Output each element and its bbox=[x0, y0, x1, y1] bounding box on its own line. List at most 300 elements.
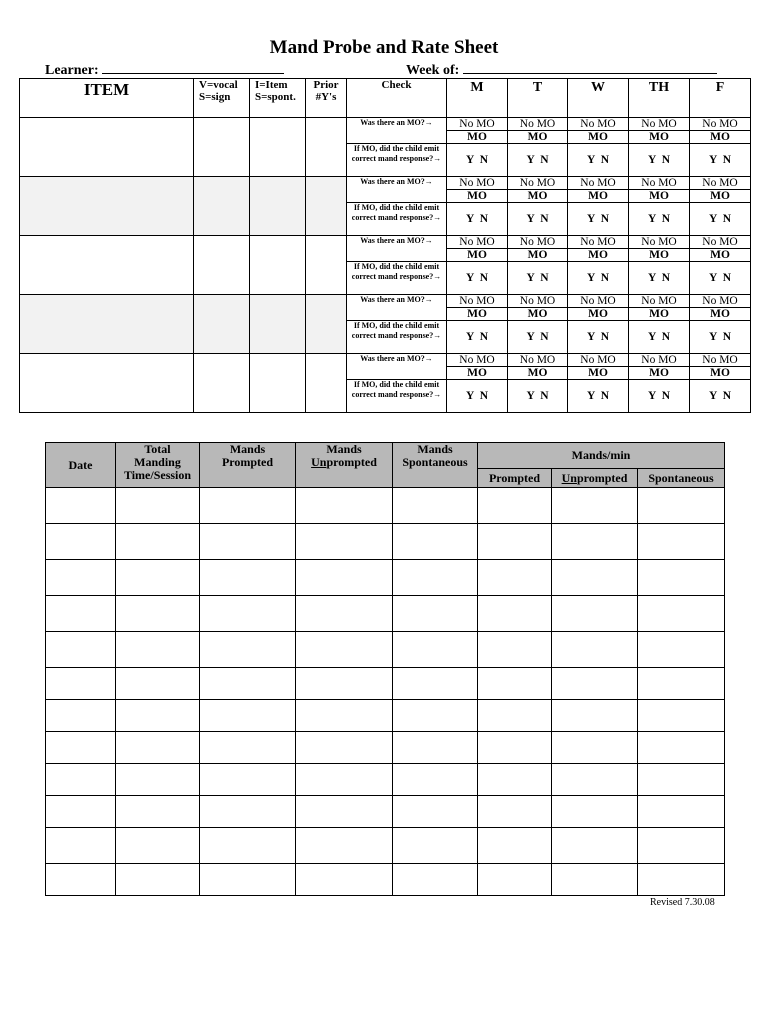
no-option[interactable]: N bbox=[540, 390, 549, 402]
rate-data-row bbox=[46, 668, 725, 700]
yes-option[interactable]: Y bbox=[526, 390, 535, 402]
prompted-cell[interactable] bbox=[200, 632, 296, 668]
prior-ys-cell[interactable] bbox=[306, 354, 347, 413]
yes-no-cell bbox=[508, 144, 568, 177]
col-item-header: ITEM bbox=[20, 79, 194, 118]
no-option[interactable]: N bbox=[600, 154, 610, 166]
no-mo-option[interactable]: No MO bbox=[690, 354, 751, 367]
total-time-cell[interactable] bbox=[116, 864, 200, 896]
no-option[interactable]: N bbox=[722, 390, 732, 402]
date-cell[interactable] bbox=[46, 632, 116, 668]
prior-ys-cell[interactable] bbox=[306, 295, 347, 354]
response-question: If MO, did the child emit correct mand response?→ bbox=[347, 262, 447, 295]
rate-header-row bbox=[46, 443, 725, 469]
col-unprompted-header bbox=[296, 443, 393, 488]
spontaneous-cell[interactable] bbox=[393, 732, 478, 764]
no-option[interactable]: N bbox=[540, 272, 549, 284]
yes-option[interactable]: Y bbox=[526, 154, 535, 166]
no-mo-option[interactable]: No MO bbox=[629, 295, 690, 308]
probe-item-row bbox=[20, 354, 751, 367]
mo-option[interactable]: MO bbox=[568, 308, 629, 321]
unprompted-cell[interactable] bbox=[296, 668, 393, 700]
no-mo-option[interactable]: No MO bbox=[568, 177, 629, 190]
spontaneous-cell[interactable] bbox=[393, 764, 478, 796]
no-option[interactable]: N bbox=[661, 331, 671, 343]
mo-option[interactable]: MO bbox=[690, 249, 751, 262]
vocal-sign-cell[interactable] bbox=[194, 295, 250, 354]
yes-option[interactable]: Y bbox=[708, 331, 717, 343]
item-spont-cell[interactable] bbox=[250, 354, 306, 413]
date-cell[interactable] bbox=[46, 796, 116, 828]
prompted-rate-cell[interactable] bbox=[478, 764, 552, 796]
prompted-rate-cell[interactable] bbox=[478, 488, 552, 524]
day-header-f: F bbox=[690, 79, 751, 118]
prompted-cell[interactable] bbox=[200, 828, 296, 864]
unprompted-rate-cell[interactable] bbox=[552, 488, 638, 524]
spontaneous-rate-cell[interactable] bbox=[638, 700, 725, 732]
vocal-sign-cell[interactable] bbox=[194, 177, 250, 236]
prior-ys-label: #Y's bbox=[315, 91, 337, 103]
yes-option[interactable]: Y bbox=[526, 213, 535, 225]
no-option[interactable]: N bbox=[600, 390, 610, 402]
yes-option[interactable]: Y bbox=[465, 272, 474, 284]
sub-spontaneous-header: Spontaneous bbox=[638, 469, 725, 488]
mo-question: Was there an MO?→ bbox=[347, 236, 447, 262]
yes-option[interactable]: Y bbox=[708, 154, 717, 166]
vocal-sign-cell[interactable] bbox=[194, 236, 250, 295]
no-mo-option[interactable]: No MO bbox=[508, 354, 568, 367]
yes-option[interactable]: Y bbox=[586, 390, 595, 402]
yes-option[interactable]: Y bbox=[465, 331, 474, 343]
yes-option[interactable]: Y bbox=[708, 390, 717, 402]
no-mo-option[interactable]: No MO bbox=[690, 236, 751, 249]
no-mo-option[interactable]: No MO bbox=[629, 354, 690, 367]
no-option[interactable]: N bbox=[722, 331, 732, 343]
mo-option[interactable]: MO bbox=[629, 249, 690, 262]
date-cell[interactable] bbox=[46, 524, 116, 560]
item-spont-cell[interactable] bbox=[250, 295, 306, 354]
yes-no-cell bbox=[568, 262, 629, 295]
spontaneous-cell[interactable] bbox=[393, 596, 478, 632]
mo-option[interactable]: MO bbox=[508, 367, 568, 380]
total-time-cell[interactable] bbox=[116, 764, 200, 796]
unprompted-cell[interactable] bbox=[296, 864, 393, 896]
yes-no-cell bbox=[447, 380, 508, 413]
rate-data-row bbox=[46, 828, 725, 864]
mo-option[interactable]: MO bbox=[447, 308, 508, 321]
prompted-cell[interactable] bbox=[200, 796, 296, 828]
spontaneous-rate-cell[interactable] bbox=[638, 524, 725, 560]
day-header-t: T bbox=[508, 79, 568, 118]
unprompted-rate-cell[interactable] bbox=[552, 668, 638, 700]
yes-no-cell bbox=[568, 380, 629, 413]
mo-option[interactable]: MO bbox=[508, 131, 568, 144]
yes-option[interactable]: Y bbox=[647, 390, 656, 402]
no-mo-option[interactable]: No MO bbox=[508, 236, 568, 249]
yes-no-cell bbox=[568, 144, 629, 177]
mo-question: Was there an MO?→ bbox=[347, 177, 447, 203]
unprompted-cell[interactable] bbox=[296, 596, 393, 632]
rate-data-row bbox=[46, 732, 725, 764]
mo-option[interactable]: MO bbox=[508, 249, 568, 262]
no-mo-option[interactable]: No MO bbox=[629, 236, 690, 249]
total-time-cell[interactable] bbox=[116, 796, 200, 828]
date-cell[interactable] bbox=[46, 668, 116, 700]
yes-option[interactable]: Y bbox=[526, 272, 535, 284]
mo-option[interactable]: MO bbox=[447, 131, 508, 144]
mo-option[interactable]: MO bbox=[629, 190, 690, 203]
no-option[interactable]: N bbox=[722, 213, 732, 225]
yes-option[interactable]: Y bbox=[526, 331, 535, 343]
total-time-cell[interactable] bbox=[116, 732, 200, 764]
no-option[interactable]: N bbox=[722, 154, 732, 166]
unprompted-rate-cell[interactable] bbox=[552, 732, 638, 764]
yes-option[interactable]: Y bbox=[647, 272, 656, 284]
no-mo-option[interactable]: No MO bbox=[568, 295, 629, 308]
no-option[interactable]: N bbox=[540, 154, 549, 166]
col-vocal-sign-header bbox=[194, 79, 250, 118]
prompted-rate-cell[interactable] bbox=[478, 864, 552, 896]
col-spontaneous-header bbox=[393, 443, 478, 488]
date-cell[interactable] bbox=[46, 864, 116, 896]
yes-option[interactable]: Y bbox=[465, 213, 474, 225]
no-option[interactable]: N bbox=[540, 331, 549, 343]
item-cell[interactable] bbox=[20, 118, 194, 177]
mo-option[interactable]: MO bbox=[629, 367, 690, 380]
unprompted-cell[interactable] bbox=[296, 700, 393, 732]
un-prefix: Un bbox=[561, 470, 577, 485]
total-time-cell[interactable] bbox=[116, 668, 200, 700]
no-option[interactable]: N bbox=[479, 213, 489, 225]
sign-label: S=sign bbox=[199, 91, 231, 103]
yes-no-cell bbox=[629, 262, 690, 295]
vocal-sign-cell[interactable] bbox=[194, 354, 250, 413]
rate-data-row bbox=[46, 560, 725, 596]
prompted-cell[interactable] bbox=[200, 524, 296, 560]
col-prior-header bbox=[306, 79, 347, 118]
no-mo-option[interactable]: No MO bbox=[690, 295, 751, 308]
mo-option[interactable]: MO bbox=[447, 367, 508, 380]
spontaneous-cell[interactable] bbox=[393, 700, 478, 732]
manding-label: Manding bbox=[134, 455, 181, 469]
spontaneous-rate-cell[interactable] bbox=[638, 796, 725, 828]
date-cell[interactable] bbox=[46, 732, 116, 764]
prompted-suffix: prompted bbox=[576, 470, 628, 485]
yes-option[interactable]: Y bbox=[586, 154, 595, 166]
unprompted-rate-cell[interactable] bbox=[552, 632, 638, 668]
prior-label: Prior bbox=[313, 79, 339, 91]
prompted-rate-cell[interactable] bbox=[478, 596, 552, 632]
prompted-cell[interactable] bbox=[200, 560, 296, 596]
prompted-suffix: prompted bbox=[326, 455, 377, 469]
spontaneous-rate-cell[interactable] bbox=[638, 828, 725, 864]
yes-no-cell bbox=[508, 321, 568, 354]
week-field[interactable] bbox=[406, 60, 717, 79]
probe-header-row bbox=[20, 79, 751, 118]
prompted-label: Prompted bbox=[221, 455, 274, 469]
spontaneous-rate-cell[interactable] bbox=[638, 632, 725, 668]
mo-option[interactable]: MO bbox=[690, 367, 751, 380]
yes-no-cell bbox=[447, 203, 508, 236]
vocal-sign-cell[interactable] bbox=[194, 118, 250, 177]
week-blank[interactable] bbox=[463, 60, 717, 74]
learner-label: Learner: bbox=[45, 63, 99, 78]
prompted-rate-cell[interactable] bbox=[478, 700, 552, 732]
mo-question: Was there an MO?→ bbox=[347, 295, 447, 321]
unprompted-cell[interactable] bbox=[296, 488, 393, 524]
mand-probe-table bbox=[19, 78, 751, 413]
prompted-rate-cell[interactable] bbox=[478, 524, 552, 560]
yes-option[interactable]: Y bbox=[708, 272, 717, 284]
item-cell[interactable] bbox=[20, 354, 194, 413]
mo-option[interactable]: MO bbox=[690, 308, 751, 321]
mo-option[interactable]: MO bbox=[568, 367, 629, 380]
col-total-header bbox=[116, 443, 200, 488]
no-mo-option[interactable]: No MO bbox=[568, 354, 629, 367]
rate-data-row bbox=[46, 864, 725, 896]
yes-no-cell bbox=[568, 321, 629, 354]
no-option[interactable]: N bbox=[540, 213, 549, 225]
unprompted-rate-cell[interactable] bbox=[552, 560, 638, 596]
mo-option[interactable]: MO bbox=[568, 131, 629, 144]
date-cell[interactable] bbox=[46, 488, 116, 524]
col-check-header: Check bbox=[347, 79, 447, 118]
rate-data-row bbox=[46, 524, 725, 560]
rate-data-row bbox=[46, 596, 725, 632]
yes-no-cell bbox=[690, 262, 751, 295]
total-time-cell[interactable] bbox=[116, 632, 200, 668]
spontaneous-rate-cell[interactable] bbox=[638, 732, 725, 764]
date-cell[interactable] bbox=[46, 700, 116, 732]
no-mo-option[interactable]: No MO bbox=[447, 295, 508, 308]
mo-option[interactable]: MO bbox=[568, 249, 629, 262]
learner-blank[interactable] bbox=[102, 60, 284, 74]
total-label: Total bbox=[144, 442, 171, 456]
mo-option[interactable]: MO bbox=[568, 190, 629, 203]
no-option[interactable]: N bbox=[661, 272, 671, 284]
prompted-rate-cell[interactable] bbox=[478, 796, 552, 828]
prompted-rate-cell[interactable] bbox=[478, 632, 552, 668]
yes-no-cell bbox=[629, 380, 690, 413]
date-cell[interactable] bbox=[46, 764, 116, 796]
unprompted-rate-cell[interactable] bbox=[552, 700, 638, 732]
total-time-cell[interactable] bbox=[116, 524, 200, 560]
prompted-cell[interactable] bbox=[200, 864, 296, 896]
spontaneous-rate-cell[interactable] bbox=[638, 668, 725, 700]
item-spont-cell[interactable] bbox=[250, 118, 306, 177]
time-session-label: Time/Session bbox=[123, 468, 192, 482]
rate-data-row bbox=[46, 488, 725, 524]
no-option[interactable]: N bbox=[722, 272, 732, 284]
yes-option[interactable]: Y bbox=[586, 331, 595, 343]
unprompted-cell[interactable] bbox=[296, 560, 393, 596]
item-label: I=Item bbox=[255, 79, 288, 91]
yes-option[interactable]: Y bbox=[465, 390, 474, 402]
unprompted-cell[interactable] bbox=[296, 632, 393, 668]
unprompted-cell[interactable] bbox=[296, 764, 393, 796]
yes-no-cell bbox=[447, 144, 508, 177]
mo-option[interactable]: MO bbox=[508, 190, 568, 203]
no-mo-option[interactable]: No MO bbox=[568, 118, 629, 131]
no-mo-option[interactable]: No MO bbox=[629, 177, 690, 190]
probe-item-row bbox=[20, 177, 751, 190]
unprompted-cell[interactable] bbox=[296, 796, 393, 828]
spontaneous-cell[interactable] bbox=[393, 524, 478, 560]
spontaneous-cell[interactable] bbox=[393, 828, 478, 864]
mo-option[interactable]: MO bbox=[447, 249, 508, 262]
spont-label: S=spont. bbox=[255, 91, 296, 103]
vocal-label: V=vocal bbox=[199, 79, 238, 91]
un-prefix: Un bbox=[311, 455, 327, 469]
spontaneous-rate-cell[interactable] bbox=[638, 864, 725, 896]
col-mands-per-min-header: Mands/min bbox=[478, 443, 725, 469]
unprompted-rate-cell[interactable] bbox=[552, 828, 638, 864]
mo-option[interactable]: MO bbox=[629, 308, 690, 321]
no-option[interactable]: N bbox=[479, 390, 489, 402]
no-mo-option[interactable]: No MO bbox=[629, 118, 690, 131]
yes-option[interactable]: Y bbox=[647, 154, 656, 166]
unprompted-rate-cell[interactable] bbox=[552, 864, 638, 896]
no-mo-option[interactable]: No MO bbox=[690, 177, 751, 190]
date-cell[interactable] bbox=[46, 560, 116, 596]
no-mo-option[interactable]: No MO bbox=[447, 236, 508, 249]
no-mo-option[interactable]: No MO bbox=[447, 177, 508, 190]
unprompted-rate-cell[interactable] bbox=[552, 596, 638, 632]
week-label: Week of: bbox=[406, 63, 460, 78]
yes-no-cell bbox=[629, 321, 690, 354]
col-prompted-header bbox=[200, 443, 296, 488]
yes-option[interactable]: Y bbox=[586, 272, 595, 284]
response-question: If MO, did the child emit correct mand response?→ bbox=[347, 321, 447, 354]
col-item-spont-header bbox=[250, 79, 306, 118]
total-time-cell[interactable] bbox=[116, 596, 200, 632]
rate-data-row bbox=[46, 796, 725, 828]
yes-option[interactable]: Y bbox=[647, 213, 656, 225]
no-mo-option[interactable]: No MO bbox=[447, 118, 508, 131]
no-mo-option[interactable]: No MO bbox=[508, 295, 568, 308]
yes-option[interactable]: Y bbox=[586, 213, 595, 225]
unprompted-rate-cell[interactable] bbox=[552, 764, 638, 796]
mo-option[interactable]: MO bbox=[447, 190, 508, 203]
revision-note: Revised 7.30.08 bbox=[650, 897, 715, 908]
spontaneous-rate-cell[interactable] bbox=[638, 560, 725, 596]
prompted-rate-cell[interactable] bbox=[478, 732, 552, 764]
no-mo-option[interactable]: No MO bbox=[568, 236, 629, 249]
spontaneous-cell[interactable] bbox=[393, 560, 478, 596]
no-mo-option[interactable]: No MO bbox=[508, 177, 568, 190]
item-spont-cell[interactable] bbox=[250, 177, 306, 236]
total-time-cell[interactable] bbox=[116, 828, 200, 864]
unprompted-cell[interactable] bbox=[296, 828, 393, 864]
no-option[interactable]: N bbox=[479, 331, 489, 343]
probe-item-row bbox=[20, 295, 751, 308]
yes-option[interactable]: Y bbox=[708, 213, 717, 225]
prompted-rate-cell[interactable] bbox=[478, 560, 552, 596]
item-cell[interactable] bbox=[20, 236, 194, 295]
prompted-cell[interactable] bbox=[200, 596, 296, 632]
mo-option[interactable]: MO bbox=[508, 308, 568, 321]
prompted-cell[interactable] bbox=[200, 732, 296, 764]
prompted-cell[interactable] bbox=[200, 700, 296, 732]
item-cell[interactable] bbox=[20, 177, 194, 236]
spontaneous-rate-cell[interactable] bbox=[638, 596, 725, 632]
item-cell[interactable] bbox=[20, 295, 194, 354]
prior-ys-cell[interactable] bbox=[306, 118, 347, 177]
date-cell[interactable] bbox=[46, 828, 116, 864]
date-cell[interactable] bbox=[46, 596, 116, 632]
no-option[interactable]: N bbox=[600, 272, 610, 284]
prompted-rate-cell[interactable] bbox=[478, 668, 552, 700]
no-mo-option[interactable]: No MO bbox=[690, 118, 751, 131]
total-time-cell[interactable] bbox=[116, 560, 200, 596]
prior-ys-cell[interactable] bbox=[306, 236, 347, 295]
day-header-m: M bbox=[447, 79, 508, 118]
no-option[interactable]: N bbox=[661, 213, 671, 225]
mands-label: Mands bbox=[326, 442, 362, 456]
no-option[interactable]: N bbox=[600, 331, 610, 343]
spontaneous-cell[interactable] bbox=[393, 668, 478, 700]
unprompted-cell[interactable] bbox=[296, 732, 393, 764]
prompted-cell[interactable] bbox=[200, 668, 296, 700]
total-time-cell[interactable] bbox=[116, 488, 200, 524]
spontaneous-cell[interactable] bbox=[393, 864, 478, 896]
spontaneous-cell[interactable] bbox=[393, 796, 478, 828]
yes-option[interactable]: Y bbox=[647, 331, 656, 343]
yes-no-cell bbox=[447, 262, 508, 295]
unprompted-rate-cell[interactable] bbox=[552, 524, 638, 560]
no-mo-option[interactable]: No MO bbox=[508, 118, 568, 131]
mand-rate-table bbox=[45, 442, 725, 896]
spontaneous-cell[interactable] bbox=[393, 488, 478, 524]
rate-data-row bbox=[46, 764, 725, 796]
page-title: Mand Probe and Rate Sheet bbox=[269, 37, 499, 58]
probe-item-row bbox=[20, 118, 751, 131]
mo-option[interactable]: MO bbox=[690, 190, 751, 203]
yes-no-cell bbox=[447, 321, 508, 354]
no-option[interactable]: N bbox=[661, 390, 671, 402]
spontaneous-cell[interactable] bbox=[393, 632, 478, 668]
yes-option[interactable]: Y bbox=[465, 154, 474, 166]
yes-no-cell bbox=[690, 144, 751, 177]
prior-ys-cell[interactable] bbox=[306, 177, 347, 236]
no-mo-option[interactable]: No MO bbox=[447, 354, 508, 367]
spontaneous-rate-cell[interactable] bbox=[638, 488, 725, 524]
unprompted-cell[interactable] bbox=[296, 524, 393, 560]
mo-question: Was there an MO?→ bbox=[347, 354, 447, 380]
mo-option[interactable]: MO bbox=[690, 131, 751, 144]
spontaneous-label: Spontaneous bbox=[402, 455, 468, 469]
prompted-rate-cell[interactable] bbox=[478, 828, 552, 864]
response-question: If MO, did the child emit correct mand response?→ bbox=[347, 203, 447, 236]
no-option[interactable]: N bbox=[479, 154, 489, 166]
learner-field[interactable] bbox=[45, 60, 284, 79]
item-spont-cell[interactable] bbox=[250, 236, 306, 295]
mo-question: Was there an MO?→ bbox=[347, 118, 447, 144]
no-option[interactable]: N bbox=[661, 154, 671, 166]
yes-no-cell bbox=[690, 203, 751, 236]
mands-label: Mands bbox=[229, 442, 266, 456]
no-option[interactable]: N bbox=[600, 213, 610, 225]
spontaneous-rate-cell[interactable] bbox=[638, 764, 725, 796]
unprompted-rate-cell[interactable] bbox=[552, 796, 638, 828]
no-option[interactable]: N bbox=[479, 272, 489, 284]
total-time-cell[interactable] bbox=[116, 700, 200, 732]
mo-option[interactable]: MO bbox=[629, 131, 690, 144]
yes-no-cell bbox=[508, 203, 568, 236]
prompted-cell[interactable] bbox=[200, 764, 296, 796]
mands-label: Mands bbox=[417, 442, 453, 456]
prompted-cell[interactable] bbox=[200, 488, 296, 524]
